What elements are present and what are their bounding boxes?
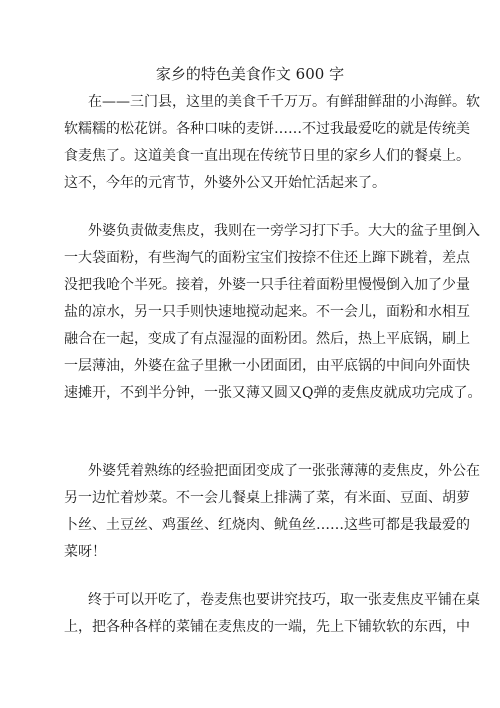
paragraph-line: 一层薄油，外婆在盆子里揪一小团面团，由平底锅的中间向外面快	[64, 358, 470, 374]
paragraph-line: 外婆负责做麦焦皮，我则在一旁学习打下手。大大的盆子里倒入	[88, 223, 480, 239]
paragraph-line: 速摊开，不到半分钟，一张又薄又圆又Q弹的麦焦皮就成功完成了。	[64, 385, 482, 401]
paragraph-line: 终于可以开吃了，卷麦焦也要讲究技巧，取一张麦焦皮平铺在桌	[88, 592, 480, 608]
paragraph-line: 融合在一起，变成了有点湿湿的面粉团。然后，热上平底锅，刷上	[64, 331, 470, 347]
paragraph-line: 没把我呛个半死。接着，外婆一只手往着面粉里慢慢倒入加了少量	[64, 277, 470, 293]
paragraph-line: 盐的凉水，另一只手则快速地搅动起来。不一会儿，面粉和水相互	[64, 304, 470, 320]
paragraph-line: 上，把各种各样的菜铺在麦焦皮的一端，先上下铺软软的东西，中	[64, 619, 470, 635]
paragraph-line: 一大袋面粉，有些淘气的面粉宝宝们按捺不住还上蹿下跳着，差点	[64, 250, 470, 266]
paragraph-line: 在——三门县，这里的美食千千万万。有鲜甜鲜甜的小海鲜。软	[88, 94, 480, 110]
paragraph-line: 外婆凭着熟练的经验把面团变成了一张张薄薄的麦焦皮，外公在	[88, 463, 480, 479]
paragraph-line: 卜丝、土豆丝、鸡蛋丝、红烧肉、鱿鱼丝……这些可都是我最爱的	[64, 517, 470, 533]
paragraph-line: 另一边忙着炒菜。不一会儿餐桌上排满了菜，有米面、豆面、胡萝	[64, 490, 470, 506]
paragraph-line: 软糯糯的松花饼。各种口味的麦饼……不过我最爱吃的就是传统美	[64, 121, 470, 137]
paragraph-line: 食麦焦了。这道美食一直出现在传统节日里的家乡人们的餐桌上。	[64, 148, 470, 164]
paragraph-line: 菜呀！	[64, 544, 106, 560]
document-title: 家乡的特色美食作文 600 字	[155, 65, 345, 83]
paragraph-line: 这不，今年的元宵节，外婆外公又开始忙活起来了。	[64, 175, 386, 191]
